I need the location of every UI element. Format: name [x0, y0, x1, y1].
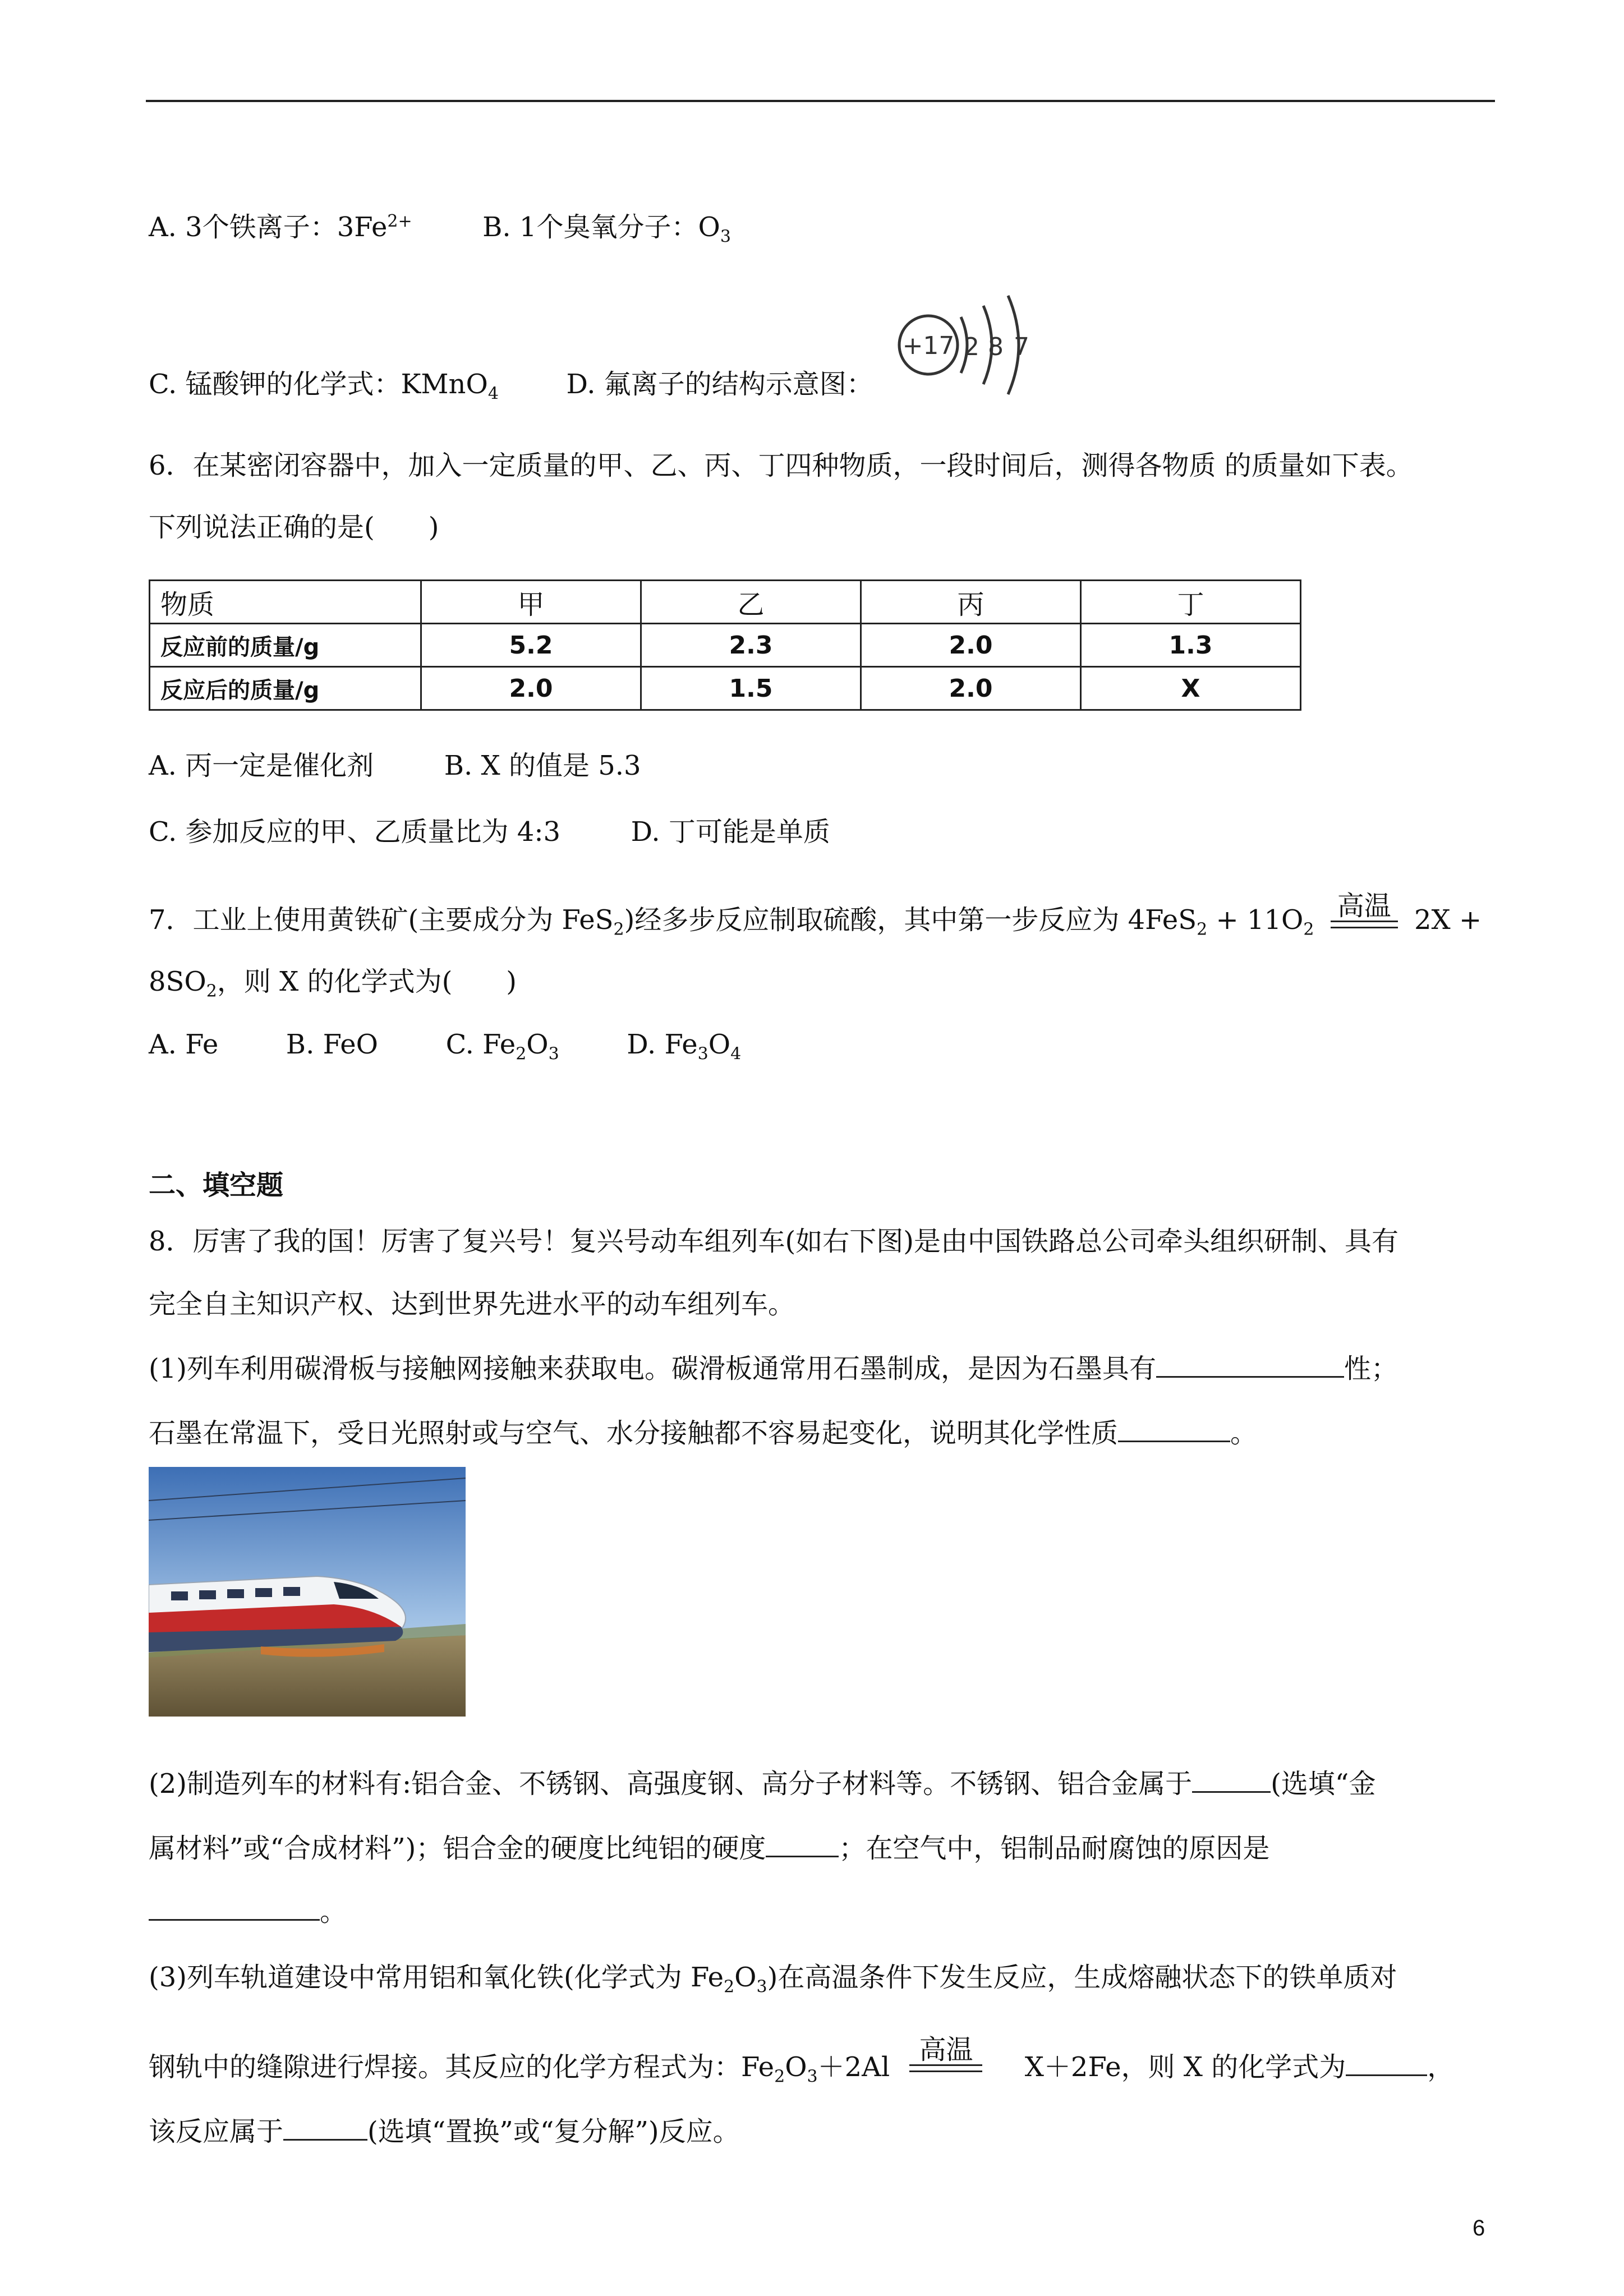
answer-blank[interactable]	[1192, 1769, 1271, 1793]
section-heading: 二、填空题	[149, 1170, 284, 1201]
table-cell: 1.5	[641, 667, 861, 710]
table-cell: 2.3	[641, 624, 861, 667]
q8-part3-line2: 钢轨中的缝隙进行焊接。其反应的化学方程式为：$Fe_2O_3+2Al$ 高温 X＋2Fe，则 X 的化学式为 ，	[149, 2033, 1455, 2087]
table-header-cell: 物质	[150, 581, 421, 624]
answer-blank[interactable]	[1346, 2052, 1427, 2076]
q6-options-ab	[149, 749, 641, 783]
table-cell: 1.3	[1081, 624, 1301, 667]
q7-option-a: A. Fe	[149, 1029, 219, 1060]
train-image	[149, 1467, 466, 1717]
q8-part2-line1: (2)制造列车的材料有:铝合金、不锈钢、高强度钢、高分子材料等。不锈钢、铝合金属于 (选填“金	[149, 1768, 1376, 1800]
q8-part3-line3: 该反应属于 (选填“置换”或“复分解”)反应。	[149, 2116, 740, 2147]
table-cell: 2.0	[861, 667, 1081, 710]
answer-blank[interactable]	[1118, 1418, 1230, 1442]
q6-options-cd	[149, 815, 830, 849]
header-rule	[146, 100, 1495, 102]
nucleus-charge: +17	[902, 332, 955, 360]
answer-blank[interactable]	[283, 2116, 367, 2141]
mass-table	[149, 579, 1301, 711]
table-row-label: 反应前的质量/g	[150, 624, 421, 667]
q8-stem-line1: 8．厉害了我的国！厉害了复兴号！复兴号动车组列车(如右下图)是由中国铁路总公司牵头组织研制、具有	[149, 1226, 1398, 1257]
shell-electrons-2: 8	[988, 333, 1004, 361]
q5-options-ab	[149, 210, 731, 247]
table-header-cell: 甲	[421, 581, 641, 624]
q8-part2-line2: 属材料”或“合成材料”)；铝合金的硬度比纯铝的硬度 ；在空气中，铝制品耐腐蚀的原因是	[149, 1833, 1270, 1864]
q5-options-cd	[149, 367, 873, 404]
table-cell: 2.0	[421, 667, 641, 710]
q8-part1-line1: (1)列车利用碳滑板与接触网接触来获取电。碳滑板通常用石墨制成，是因为石墨具有 性；	[149, 1353, 1398, 1384]
q5-option-d: D. 氟离子的结构示意图：	[566, 369, 873, 400]
condition-label: 高温	[919, 2033, 973, 2065]
q5-option-a: A. 3个铁离子：$3Fe^{2+}$	[149, 211, 412, 243]
q8-part1-line2: 石墨在常温下，受日光照射或与空气、水分接触都不容易起变化，说明其化学性质 。	[149, 1418, 1258, 1449]
answer-blank[interactable]	[766, 1833, 839, 1857]
page-number: 6	[1473, 2216, 1485, 2240]
q8-stem-line2: 完全自主知识产权、达到世界先进水平的动车组列车。	[149, 1289, 795, 1320]
fluoride-ion-structure-diagram	[889, 283, 1057, 401]
table-header-cell: 丙	[861, 581, 1081, 624]
answer-blank[interactable]	[149, 1897, 320, 1921]
q6-option-c: C. 参加反应的甲、乙质量比为 4:3	[149, 816, 561, 848]
table-cell: X	[1081, 667, 1301, 710]
q7-options	[149, 1028, 742, 1064]
table-header-row	[150, 581, 1301, 624]
table-header-cell: 乙	[641, 581, 861, 624]
q7-stem-line1: 7．工业上使用黄铁矿(主要成分为 FeS$_2$)经多步反应制取硫酸，其中第一步反应为 $4FeS_2 + 11O_2$ 高温 2X +	[149, 890, 1482, 940]
q6-stem-line1: 6．在某密闭容器中，加入一定质量的甲、乙、丙、丁四种物质，一段时间后，测得各物质 的质量如下表。	[149, 450, 1413, 481]
table-row	[150, 667, 1301, 710]
answer-blank[interactable]	[1156, 1354, 1344, 1378]
q6-option-b: B. X 的值是 5.3	[444, 750, 641, 781]
q8-part2-line3: 。	[149, 1895, 347, 1929]
q5-option-b: B. 1个臭氧分子：$O_3$	[482, 211, 731, 247]
q6-option-a: A. 丙一定是催化剂	[149, 750, 374, 781]
q7-option-c: C. $Fe_2O_3$	[445, 1029, 559, 1064]
q8-part3-line1: (3)列车轨道建设中常用铝和氧化铁(化学式为 $Fe_2O_3$)在高温条件下发生反应，生成熔融状态下的铁单质对	[149, 1962, 1397, 1997]
table-header-cell: 丁	[1081, 581, 1301, 624]
equals-bar	[909, 2064, 982, 2072]
shell-electrons-1: 2	[964, 333, 979, 361]
q6-stem-line2: 下列说法正确的是( )	[149, 512, 439, 543]
q7-option-d: D. $Fe_3O_4$	[627, 1029, 742, 1064]
q7-option-b: B. FeO	[286, 1029, 379, 1060]
table-row	[150, 624, 1301, 667]
equals-bar	[1331, 921, 1398, 928]
reaction-condition-arrow	[909, 2035, 982, 2072]
q7-stem-line2: $8SO_2$，则 X 的化学式为( )	[149, 966, 517, 1001]
q5-option-c: C. 锰酸钾的化学式：KMnO$_4$	[149, 369, 499, 404]
table-cell: 2.0	[861, 624, 1081, 667]
table-cell: 5.2	[421, 624, 641, 667]
table-row-label: 反应后的质量/g	[150, 667, 421, 710]
q6-option-d: D. 丁可能是单质	[631, 816, 830, 848]
reaction-condition-arrow	[1331, 891, 1398, 928]
shell-electrons-3: 7	[1014, 333, 1029, 361]
condition-label: 高温	[1337, 890, 1391, 922]
